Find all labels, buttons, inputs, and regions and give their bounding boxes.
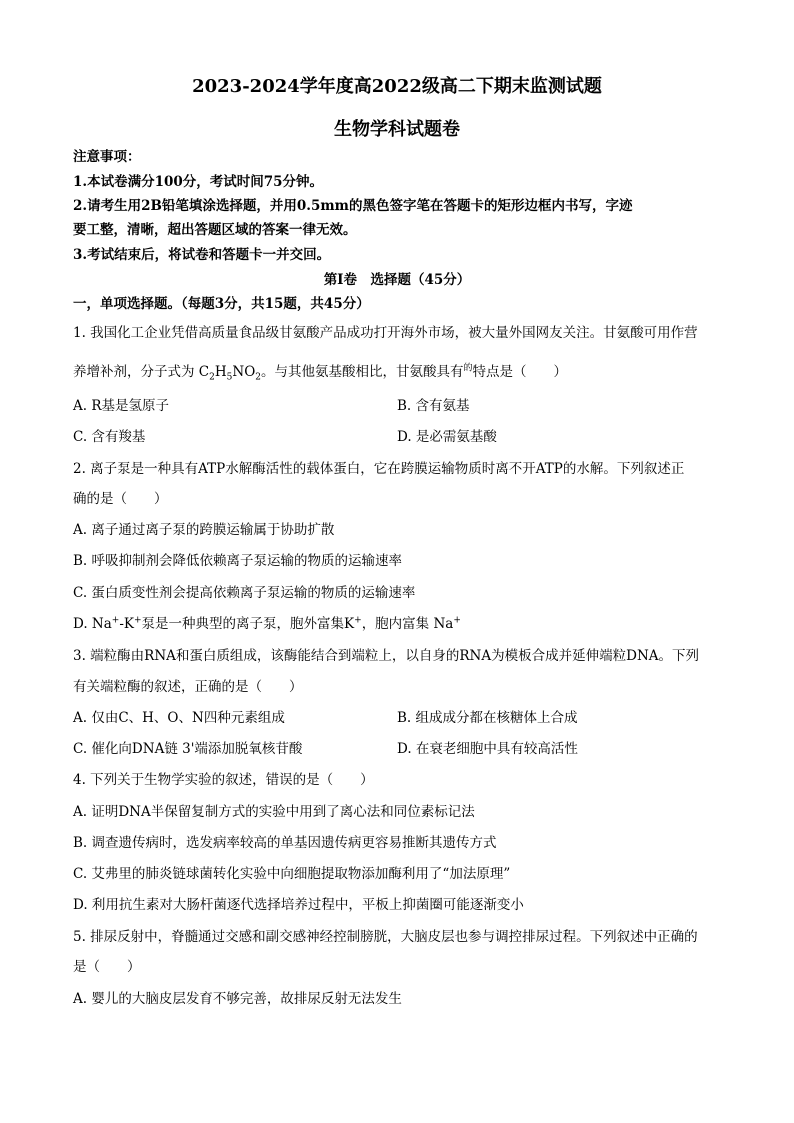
part-title: 第Ⅰ卷 选择题（45分）: [323, 272, 471, 288]
question-5-option-a: A. 婴儿的大脑皮层发育不够完善，故排尿反射无法发生: [73, 991, 402, 1007]
q1-text-b: H: [214, 364, 227, 380]
q1-sub-3: 2: [255, 372, 261, 383]
question-3-option-b: B. 组成成分都在核糖体上合成: [397, 710, 578, 726]
question-5-stem-line-1: 5. 排尿反射中，脊髓通过交感和副交感神经控制膀胱，大脑皮层也参与调控排尿过程。下列叙述中正确的: [73, 929, 698, 945]
q1-sub-1: 2: [209, 372, 215, 383]
question-1-stem-line-1: 1. 我国化工企业凭借高质量食品级甘氨酸产品成功打开海外市场，被大量外国网友关注。甘氨酸可用作营: [73, 325, 698, 341]
question-3-option-c: C. 催化向DNA链 3'端添加脱氧核苷酸: [73, 741, 303, 757]
q1-sub-2: 5: [226, 372, 233, 383]
question-4-stem: 4. 下列关于生物学实验的叙述，错误的是（ ）: [73, 772, 374, 788]
q1-sup-de: 的: [463, 363, 473, 374]
q2d-sup-2: +: [134, 615, 142, 626]
question-1-option-b: B. 含有氨基: [397, 398, 470, 414]
question-4-option-b: B. 调查遗传病时，选发病率较高的单基因遗传病更容易推断其遗传方式: [73, 835, 497, 851]
question-2-stem-line-2: 确的是（ ）: [73, 491, 168, 507]
question-3-option-a: A. 仅由C、H、O、N四种元素组成: [73, 710, 285, 726]
question-4-option-c: C. 艾弗里的肺炎链球菌转化实验中向细胞提取物添加酶利用了“加法原理”: [73, 866, 511, 882]
question-1-option-d: D. 是必需氨基酸: [397, 429, 497, 445]
question-1-option-c: C. 含有羧基: [73, 429, 146, 445]
notice-item-2-line-2: 要工整，清晰，超出答题区域的答案一律无效。: [73, 222, 357, 238]
q2d-sup-1: +: [111, 615, 120, 626]
q1-text-a: 养增补剂，分子式为 C: [73, 364, 210, 380]
exam-title: 2023-2024学年度高2022级高二下期末监测试题: [192, 76, 602, 97]
question-3-stem-line-1: 3. 端粒酶由RNA和蛋白质组成，该酶能结合到端粒上，以自身的RNA为模板合成并延伸端粒DNA。下列: [73, 648, 700, 664]
notice-item-2-line-1: 2.请考生用2B铅笔填涂选择题，并用0.5mm的黑色签字笔在答题卡的矩形边框内书写，字迹: [73, 198, 633, 214]
question-1-option-a: A. R基是氢原子: [73, 398, 169, 414]
q2d-sup-4: +: [453, 615, 461, 626]
question-4-option-a: A. 证明DNA半保留复制方式的实验中用到了离心法和同位素标记法: [73, 804, 475, 820]
exam-subtitle: 生物学科试题卷: [334, 119, 460, 140]
q2d-text-c: 泵是一种典型的离子泵，胞外富集K: [141, 616, 355, 632]
notice-item-3: 3.考试结束后，将试卷和答题卡一并交回。: [73, 247, 331, 263]
question-2-option-b: B. 呼吸抑制剂会降低依赖离子泵运输的物质的运输速率: [73, 553, 403, 569]
q2d-text-a: D. Na: [73, 616, 112, 632]
question-2-stem-line-1: 2. 离子泵是一种具有ATP水解酶活性的载体蛋白，它在跨膜运输物质时离不开ATP的水解。下列叙述正: [73, 461, 685, 477]
q2d-text-b: -K: [119, 616, 134, 632]
question-1-stem-line-2: [73, 363, 567, 381]
question-2-option-d: [73, 615, 461, 633]
question-3-stem-line-2: 有关端粒酶的叙述，正确的是（ ）: [73, 679, 303, 695]
notice-item-1: 1.本试卷满分100分，考试时间75分钟。: [73, 174, 324, 190]
q1-text-d: 。与其他氨基酸相比，甘氨酸具有: [261, 364, 464, 380]
question-2-option-a: A. 离子通过离子泵的跨膜运输属于协助扩散: [73, 522, 335, 538]
question-4-option-d: D. 利用抗生素对大肠杆菌逐代选择培养过程中，平板上抑菌圈可能逐渐变小: [73, 897, 524, 913]
notice-heading: 注意事项：: [73, 149, 141, 165]
section-heading: 一，单项选择题。（每题3分，共15题，共45分）: [73, 296, 370, 312]
q2d-text-d: ，胞内富集 Na: [361, 616, 454, 632]
q1-text-e: 特点是（ ）: [472, 364, 568, 380]
q2d-sup-3: +: [354, 615, 362, 626]
question-5-stem-line-2: 是（ ）: [73, 959, 141, 975]
question-3-option-d: D. 在衰老细胞中具有较高活性: [397, 741, 578, 757]
q1-text-c: NO: [232, 364, 256, 380]
question-2-option-c: C. 蛋白质变性剂会提高依赖离子泵运输的物质的运输速率: [73, 585, 416, 601]
